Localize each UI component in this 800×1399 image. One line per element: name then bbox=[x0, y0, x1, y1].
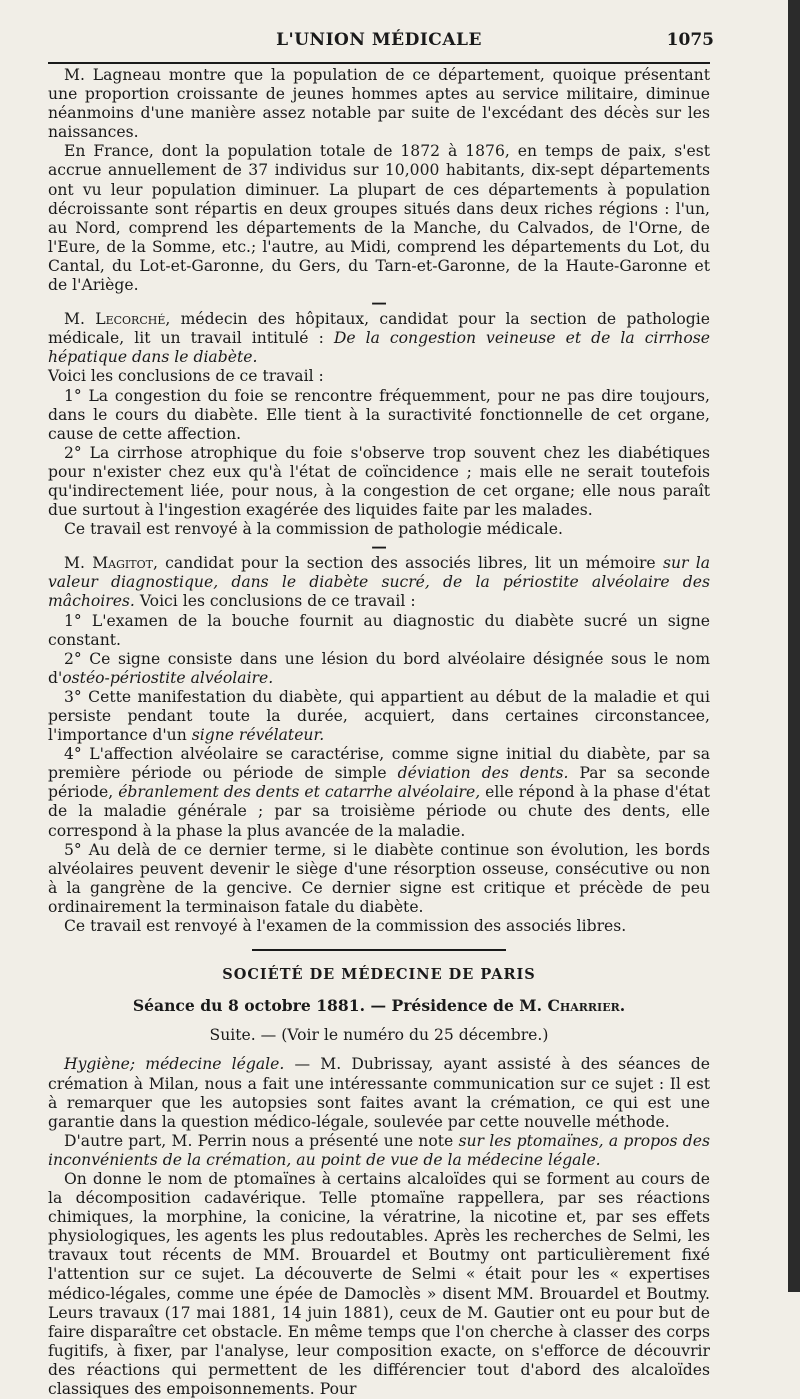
paragraph: On donne le nom de ptomaïnes à certains alcaloïdes qui se forment au cours de la décomposition cadavérique. Telle ptomaïne rappellera, par ses réactions chimiques, la morphine, la conicine, la vératrine, la nicotine et, par ses effets physiologiques, les agents les plus redoutables. Après les recherches de Selmi, les travaux tout récents de MM. Brouardel et Boutmy ont particulièrement fixé l'attention sur ce sujet. La découverte de Selmi « était pour les « expertises médico-légales, comme une épée de Damoclès » disent MM. Brouardel et Boutmy. Leurs travaux (17 mai 1881, 14 juin 1881), ceux de M. Gautier ont eu pour but de faire disparaître cet obstacle. En même temps que l'on cherche à classer des corps fugitifs, à fixer, par l'analyse, leur composition exacte, on s'efforce de découvrir des réactions qui permettent de les différencier tout d'abord des alcaloïdes classiques des empoisonnements. Pour bbox=[48, 1169, 710, 1398]
conclusion-item: 4° L'affection alvéolaire se caractérise, comme signe initial du diabète, par sa première période ou période de simple déviation des dents. Par sa seconde période, ébranlement des dents et catarrhe alvéolaire, elle répond à la phase d'état de la maladie générale ; par sa troisième période ou chute des dents, elle correspond à la phase la plus avancée de la maladie. bbox=[48, 745, 710, 840]
author-name: Magitot bbox=[92, 554, 153, 573]
paragraph: Voici les conclusions de ce travail : bbox=[48, 367, 324, 386]
running-title: L'UNION MÉDICALE bbox=[276, 30, 482, 50]
paragraph: M. Lagneau montre que la population de ce département, quoique présentant une proportion croissante de jeunes hommes aptes au service militaire, diminue néanmoins d'une manière assez notable par suite de l'excédant des décès sur les naissances. bbox=[48, 66, 710, 142]
conclusion-item: 2° Ce signe consiste dans une lésion du bord alvéolaire désignée sous le nom d'ostéo-périostite alvéolaire. bbox=[48, 649, 710, 687]
work-title: De la congestion veineuse et de la cirrhose hépatique dans le diabète. bbox=[48, 329, 710, 367]
conclusion-item: 1° La congestion du foie se rencontre fréquemment, pour ne pas dire toujours, dans le cours du diabète. Elle tient à la suractivité fonctionnelle de cet organe, cause de cette affection. bbox=[48, 386, 710, 443]
page-header bbox=[48, 30, 714, 60]
paragraph: Ce travail est renvoyé à l'examen de la commission des associés libres. bbox=[64, 917, 627, 936]
work-title: sur la valeur diagnostique, dans le diabète sucré, de la périostite alvéolaire des mâchoires. bbox=[48, 554, 710, 611]
binding-edge bbox=[788, 0, 800, 1292]
page-body bbox=[48, 66, 710, 1399]
section-title: SOCIÉTÉ DE MÉDECINE DE PARIS bbox=[222, 966, 536, 984]
paragraph: Hygiène; médecine légale. — M. Dubrissay, ayant assisté à des séances de crémation à Milan, nous a fait une intéressante communication sur ce sujet : Il est à remarquer que les autopsies sont faites avant la crémation, ce qui est une garantie dans la question médico-légale, soulevée par cette nouvelle méthode. bbox=[48, 1055, 710, 1131]
conclusion-item: 1° L'examen de la bouche fournit au diagnostic du diabète sucré un signe constant. bbox=[48, 611, 710, 649]
paragraph: Ce travail est renvoyé à la commission de pathologie médicale. bbox=[64, 520, 563, 539]
president-name: Charrier. bbox=[547, 996, 626, 1016]
separator-dash: — bbox=[371, 537, 387, 557]
paragraph: D'autre part, M. Perrin nous a présenté une note sur les ptomaïnes, a propos des inconvénients de la crémation, au point de vue de la médecine légale. bbox=[48, 1131, 710, 1169]
conclusion-item: 2° La cirrhose atrophique du foie s'observe trop souvent chez les diabétiques pour n'exister chez eux qu'à l'état de coïncidence ; mais elle ne serait toutefois qu'indirectement liée, pour nous, à la congestion de cet organe; elle nous paraît due surtout à l'ingestion exagérée des liquides faite par les malades. bbox=[48, 443, 710, 520]
conclusion-item: 3° Cette manifestation du diabète, qui appartient au début de la maladie et qui persiste pendant toute la durée, acquiert, dans certaines circonstancee, l'importance d'un signe révélateur. bbox=[48, 687, 710, 745]
paragraph-lecorche: M. Lecorché, médecin des hôpitaux, candidat pour la section de pathologie médicale, lit un travail intitulé : De la congestion veineuse et de la cirrhose hépatique dans le diabète. bbox=[48, 310, 710, 367]
author-name: Lecorché bbox=[95, 310, 166, 329]
conclusion-item: 5° Au delà de ce dernier terme, si le diabète continue son évolution, les bords alvéolaires peuvent devenir le siège d'une résorption osseuse, consécutive ou non à la gangrène de la gencive. Ce dernier signe est critique et précède de peu ordinairement la terminaison fatale du diabète. bbox=[48, 840, 710, 916]
page-number: 1075 bbox=[666, 30, 714, 50]
paragraph-magitot: M. Magitot, candidat pour la section des associés libres, lit un mémoire sur la valeur diagnostique, dans le diabète sucré, de la périostite alvéolaire des mâchoires. Voici les conclusions de ce travail : bbox=[48, 554, 710, 611]
suite-line: Suite. — (Voir le numéro du 25 décembre.) bbox=[209, 1026, 549, 1045]
separator-dash: — bbox=[371, 293, 387, 313]
section-rule bbox=[252, 949, 506, 951]
session-line: Séance du 8 octobre 1881. — Présidence de M. Charrier. bbox=[132, 996, 626, 1016]
paragraph: En France, dont la population totale de 1872 à 1876, en temps de paix, s'est accrue annuellement de 37 individus sur 10,000 habitants, dix-sept départements ont vu leur population diminuer. La plupart de ces départements à population décroissante sont répartis en deux groupes situés dans deux riches régions : l'un, au Nord, comprend les départements de la Manche, du Calvados, de l'Orne, de l'Eure, de la Somme, etc.; l'autre, au Midi, comprend les départements du Lot, du Cantal, du Lot-et-Garonne, du Gers, du Tarn-et-Garonne, de la Haute-Garonne et de l'Ariège. bbox=[48, 142, 710, 295]
header-rule bbox=[48, 62, 710, 64]
